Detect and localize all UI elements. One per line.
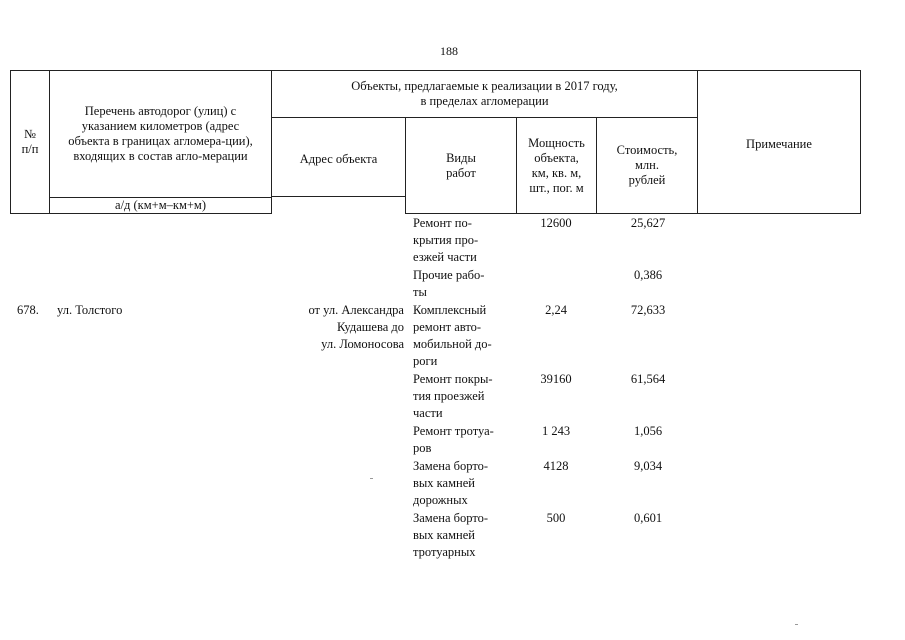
- work-name: Ремонт тротуа- ров: [413, 424, 494, 455]
- work-name: Замена борто- вых камней тротуарных: [413, 511, 489, 559]
- work-capacity: 1 243: [541, 424, 571, 438]
- work-capacity: 39160: [540, 372, 572, 386]
- work-cost: 9,034: [633, 459, 663, 473]
- header-address: Адрес объекта: [271, 117, 406, 197]
- work-name: Ремонт покры- тия проезжей части: [413, 372, 493, 420]
- header-note: Примечание: [697, 70, 861, 214]
- work-capacity: 12600: [540, 216, 572, 230]
- work-cost: 61,564: [630, 372, 666, 386]
- header-roads-sub: а/д (км+м–км+м): [49, 197, 272, 214]
- work-cost: 25,627: [630, 216, 666, 230]
- header-num: № п/п: [10, 70, 50, 214]
- page-number: 188: [440, 44, 458, 58]
- row-number: 678.: [17, 303, 39, 317]
- work-capacity: 2,24: [545, 303, 567, 317]
- row-road: ул. Толстого: [57, 303, 123, 317]
- header-work-types: Виды работ: [405, 117, 517, 214]
- row-address: от ул. Александра Кудашева до ул. Ломоносова: [308, 303, 404, 351]
- work-name: Комплексный ремонт авто- мобильной до- роги: [413, 303, 492, 368]
- work-cost: 0,386: [633, 268, 663, 282]
- work-cost: 72,633: [630, 303, 666, 317]
- scan-speck: [795, 624, 798, 625]
- work-capacity: 4128: [543, 459, 569, 473]
- header-capacity: Мощность объекта, км, кв. м, шт., пог. м: [516, 117, 597, 214]
- work-name: Прочие рабо- ты: [413, 268, 485, 299]
- work-name: Ремонт по- крытия про- езжей части: [413, 216, 479, 264]
- scan-speck: [370, 478, 373, 479]
- work-capacity: 500: [546, 511, 566, 525]
- header-cost: Стоимость, млн. рублей: [596, 117, 698, 214]
- work-cost: 0,601: [633, 511, 663, 525]
- header-objects-group: Объекты, предлагаемые к реализации в 2017 году, в пределах агломерации: [271, 70, 698, 118]
- header-roads: Перечень автодорог (улиц) с указанием километров (адрес объекта в границах агломера-ции), входящих в состав агло-мерации: [49, 70, 272, 198]
- work-cost: 1,056: [633, 424, 663, 438]
- work-name: Замена борто- вых камней дорожных: [413, 459, 489, 507]
